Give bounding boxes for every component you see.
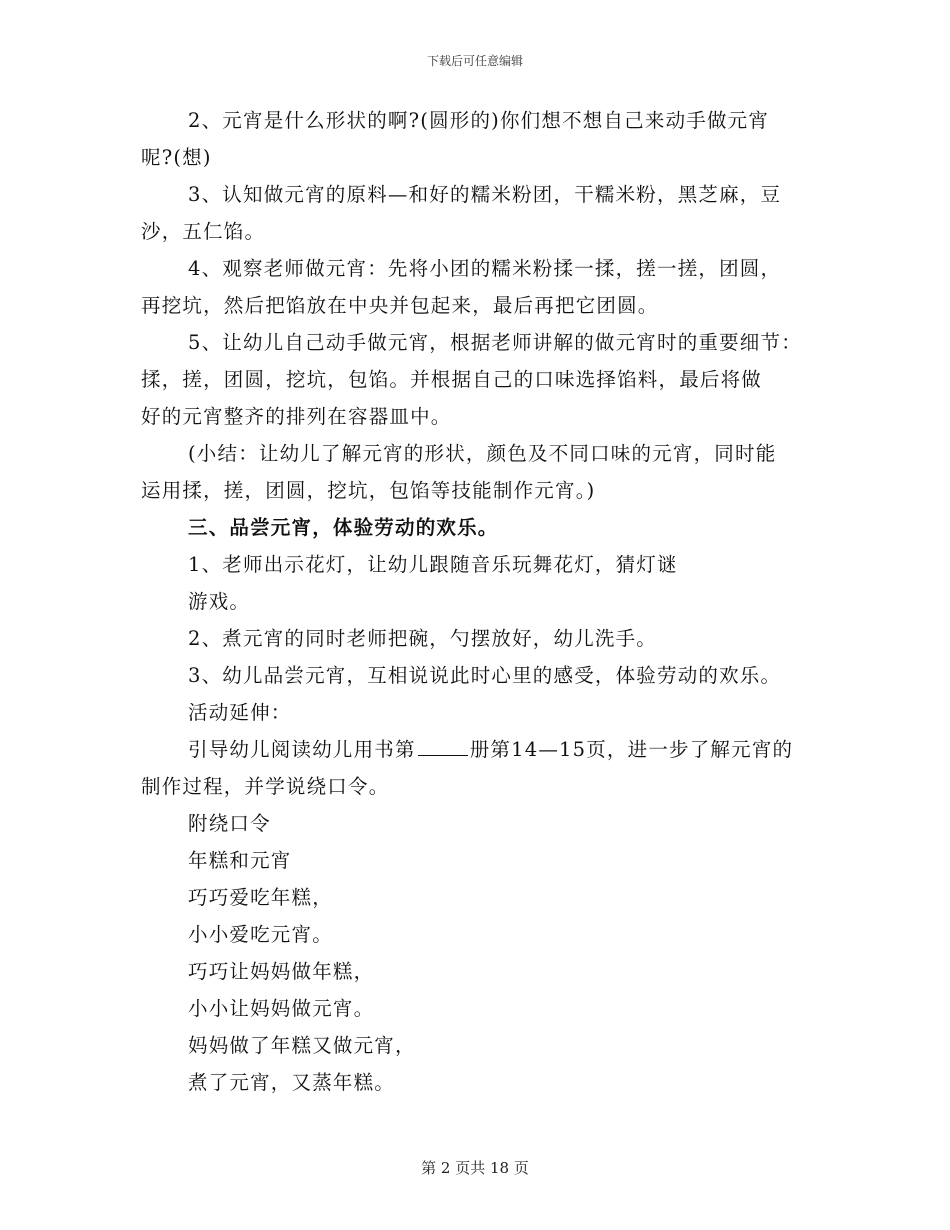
paragraph-line: 呢?(想) <box>141 146 212 169</box>
text-after-blank: 册第14—15页，进一步了解元宵的 <box>469 738 794 761</box>
paragraph-line: 3、认知做元宵的原料—和好的糯米粉团，干糯米粉，黑芝麻，豆 <box>188 183 782 206</box>
poem-title: 年糕和元宵 <box>188 849 292 872</box>
poem-line: 小小让妈妈做元宵。 <box>188 997 375 1020</box>
paragraph-line: 沙，五仁馅。 <box>141 220 266 243</box>
document-body <box>141 108 821 1107</box>
paragraph-line: 好的元宵整齐的排列在容器皿中。 <box>141 405 452 428</box>
paragraph-line: 2、煮元宵的同时老师把碗，勺摆放好，幼儿洗手。 <box>188 627 658 650</box>
paragraph-line: 4、观察老师做元宵：先将小团的糯米粉揉一揉，搓一搓，团圆， <box>188 257 782 280</box>
subheading: 活动延伸： <box>188 701 292 724</box>
paragraph-line: 制作过程，并学说绕口令。 <box>141 775 390 798</box>
poem-line: 小小爱吃元宵。 <box>188 923 333 946</box>
paragraph-line: 再挖坑，然后把馅放在中央并包起来，最后再把它团圆。 <box>141 294 659 317</box>
subheading: 附绕口令 <box>188 812 271 835</box>
paragraph-line: 3、幼儿品尝元宵，互相说说此时心里的感受，体验劳动的欢乐。 <box>188 664 782 687</box>
poem-line: 妈妈做了年糕又做元宵， <box>188 1034 416 1057</box>
summary-line: 运用揉，搓，团圆，挖坑，包馅等技能制作元宵。) <box>141 479 596 502</box>
poem-line: 巧巧爱吃年糕， <box>188 886 333 909</box>
paragraph-line: 5、让幼儿自己动手做元宵，根据老师讲解的做元宵时的重要细节： <box>188 331 802 354</box>
section-heading: 三、品尝元宵，体验劳动的欢乐。 <box>188 516 499 539</box>
poem-line: 煮了元宵，又蒸年糕。 <box>188 1071 396 1094</box>
summary-line: (小结：让幼儿了解元宵的形状，颜色及不同口味的元宵，同时能 <box>188 442 777 465</box>
text-before-blank: 引导幼儿阅读幼儿用书第 <box>188 738 416 761</box>
paragraph-line: 1、老师出示花灯，让幼儿跟随音乐玩舞花灯，猜灯谜 <box>188 553 678 576</box>
paragraph-line: 揉，搓，团圆，挖坑，包馅。并根据自己的口味选择馅料，最后将做 <box>141 368 763 391</box>
page-header: 下载后可任意编辑 <box>426 54 523 68</box>
paragraph-line <box>141 737 821 774</box>
fill-in-blank <box>418 737 468 756</box>
paragraph-line: 游戏。 <box>188 590 251 613</box>
page-footer: 第 2 页共 18 页 <box>421 1159 529 1177</box>
paragraph-line: 2、元宵是什么形状的啊?(圆形的)你们想不想自己来动手做元宵 <box>188 109 770 132</box>
poem-line: 巧巧让妈妈做年糕， <box>188 960 375 983</box>
